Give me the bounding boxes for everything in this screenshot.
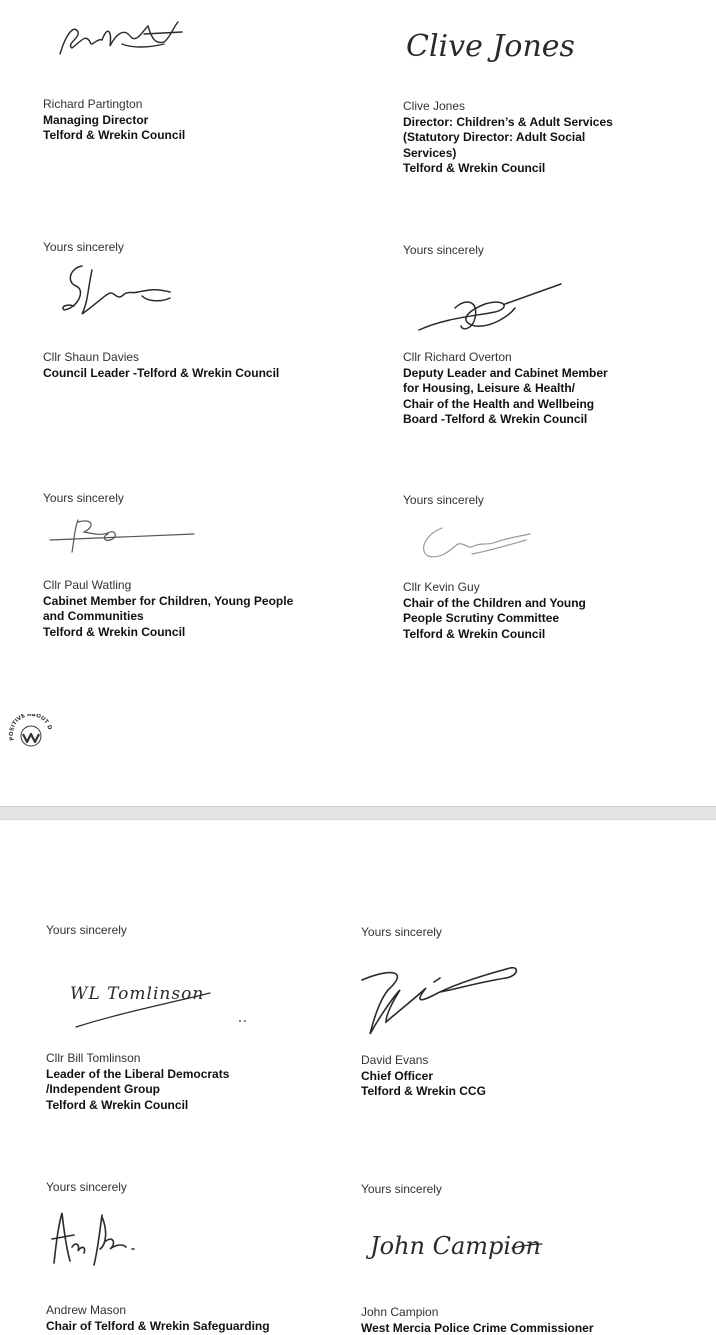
signatory-name: Clive Jones xyxy=(403,99,466,113)
signatory-name: John Campion xyxy=(361,1305,439,1319)
signatory-richard-overton xyxy=(403,350,608,428)
signatory-name: Richard Partington xyxy=(43,97,143,111)
signatory-kevin-guy xyxy=(403,580,586,642)
signatory-title: Chair of the Children and Young People Scrutiny Committee Telford & Wrekin Council xyxy=(403,595,586,641)
signatory-title: Chair of Telford & Wrekin Safeguarding xyxy=(46,1318,270,1333)
signature-paul-watling xyxy=(44,512,204,556)
closing-yours-sincerely: Yours sincerely xyxy=(361,925,442,939)
signatory-richard-partington xyxy=(43,97,185,144)
closing-yours-sincerely: Yours sincerely xyxy=(46,923,127,937)
signatory-andrew-mason xyxy=(46,1303,270,1334)
signatory-paul-watling xyxy=(43,578,293,640)
signatory-name: David Evans xyxy=(361,1053,429,1067)
letter-page-2 xyxy=(0,820,716,1335)
signatory-title: Chief Officer Telford & Wrekin CCG xyxy=(361,1068,486,1098)
signatory-name: Cllr Bill Tomlinson xyxy=(46,1051,141,1065)
signature-bill-tomlinson xyxy=(60,955,270,1031)
signatory-title: Council Leader -Telford & Wrekin Council xyxy=(43,365,280,380)
closing-yours-sincerely: Yours sincerely xyxy=(43,491,124,505)
signatory-name: Cllr Kevin Guy xyxy=(403,580,480,594)
signature-text: Clive Jones xyxy=(406,29,575,64)
signatory-john-campion xyxy=(361,1305,594,1335)
signature-text: WL Tomlinson xyxy=(70,984,205,1004)
signatory-name: Cllr Paul Watling xyxy=(43,578,132,592)
signature-andrew-mason xyxy=(44,1205,164,1275)
signature-text: John Campion xyxy=(370,1232,541,1260)
signatory-name: Cllr Richard Overton xyxy=(403,350,512,364)
signatory-bill-tomlinson xyxy=(46,1051,229,1113)
signatory-name: Andrew Mason xyxy=(46,1303,127,1317)
closing-yours-sincerely: Yours sincerely xyxy=(403,493,484,507)
signature-david-evans xyxy=(360,960,530,1040)
council-emblem-icon xyxy=(8,714,54,754)
closing-yours-sincerely: Yours sincerely xyxy=(361,1182,442,1196)
svg-text:POSITIVE ABOUT DISABLED PEOPLE: POSITIVE ABOUT D xyxy=(8,714,53,742)
signature-kevin-guy xyxy=(412,520,542,564)
signatory-title: Deputy Leader and Cabinet Member for Housing, Leisure & Health/ Chair of the Health and Wellbeing Board -Telford & Wrekin Council xyxy=(403,365,608,426)
signatory-title: Cabinet Member for Children, Young People and Communities Telford & Wrekin Council xyxy=(43,593,294,639)
signatory-title: West Mercia Police Crime Commissioner xyxy=(361,1320,594,1335)
signatory-clive-jones xyxy=(403,99,613,177)
signatory-title: Director: Children’s & Adult Services (Statutory Director: Adult Social Services) Telford & Wrekin Council xyxy=(403,114,613,175)
signature-richard-partington xyxy=(52,14,192,62)
closing-yours-sincerely: Yours sincerely xyxy=(43,240,124,254)
closing-yours-sincerely: Yours sincerely xyxy=(403,243,484,257)
signature-clive-jones xyxy=(400,16,620,76)
signatory-david-evans xyxy=(361,1053,486,1100)
signature-john-campion xyxy=(362,1210,552,1280)
signature-shaun-davies xyxy=(52,260,182,324)
signatory-title: Managing Director Telford & Wrekin Council xyxy=(43,112,186,142)
signatory-title: Leader of the Liberal Democrats /Independent Group Telford & Wrekin Council xyxy=(46,1066,230,1112)
signature-richard-overton xyxy=(415,278,575,338)
closing-yours-sincerely: Yours sincerely xyxy=(46,1180,127,1194)
signatory-name: Cllr Shaun Davies xyxy=(43,350,140,364)
page-separator xyxy=(0,806,716,820)
signatory-shaun-davies xyxy=(43,350,279,381)
